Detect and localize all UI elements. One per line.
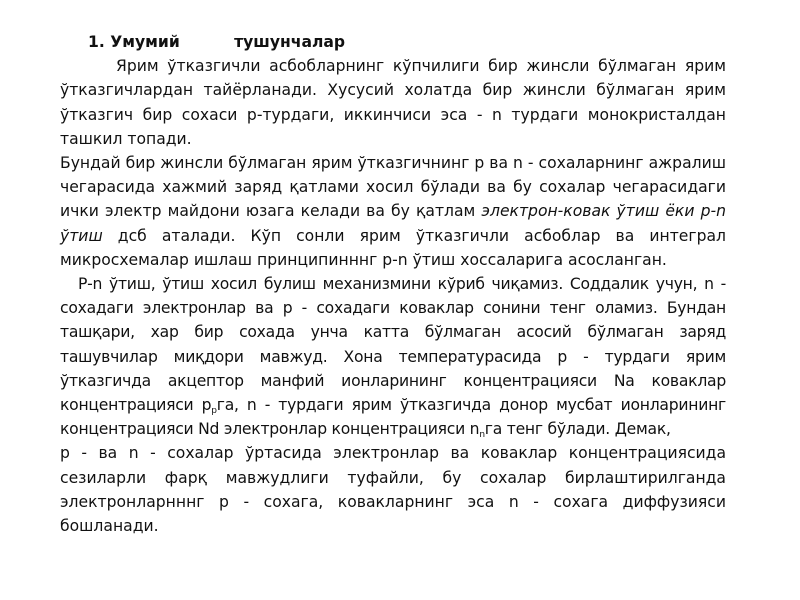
paragraph-3-text-a: Р-n ўтиш, ўтиш хосил булиш механизмини кўриб чиқамиз. Соддалик учун, n - сохадаги электронлар ва р - сохадаги ковaклар сонини тенг оламиз. Бундан ташқари, хар бир сохада унча катта бўлмаган асосий бўлмаган заряд ташувчилар миқдори мавжуд. Хона температурасида р - турдаги ярим ўтказгичда акцептор манфий ионларининг концентрацияси Na ковaклар концентрацияси р	[60, 275, 727, 415]
section-heading	[88, 30, 726, 54]
document-page	[60, 30, 726, 538]
paragraph-2-text-a: Бундай бир жинсли бўлмаган ярим ўтказгичнинг р ва n - сохаларнинг ажралиш чегарасида хажмий заряд қатлами хосил бўлади ва бу сохалар чегарасидаги ички электр майдони юзага келади ва бу қатлам	[60, 154, 726, 221]
section-title-word1: Умумий	[110, 33, 180, 51]
paragraph-2	[60, 151, 726, 272]
paragraph-1: Ярим ўтказгичли асбобларнинг кўпчилиги бир жинсли бўлмаган ярим ўтказгичлардан тайёрланади. Хусусий холатда бир жинсли бўлмаган ярим ўтказгич бир сохаси р-турдаги, иккинчиси эса - n турдаги монокристалдан ташкил топади.	[60, 57, 726, 148]
paragraph-3-text-b: га, n - турдаги ярим ўтказгичда донор мусбат ионларининг концентрацияси Nd электронлар концентрацияси n	[60, 396, 726, 439]
subscript-n: n	[479, 430, 485, 441]
section-title-word2: тушунчалар	[234, 33, 346, 51]
paragraph-4: р - ва n - сохалар ўртасида электронлар ва ковaклар концентрациясида сезиларли фарқ мавжудлиги туфайли, бу сохалар бирлаштирилганда электронларнннг р - сохага, ковaкларнинг эса n - сохага диффузияси бошланади.	[60, 444, 726, 536]
section-number: 1.	[88, 33, 105, 51]
paragraph-2-italic-term: электрон-ковак ўтиш ёки р-n ўтиш	[60, 202, 726, 245]
subscript-p: р	[211, 406, 217, 417]
paragraph-3-text-c: га тенг бўлади. Демак,	[484, 420, 671, 439]
paragraph-3	[60, 272, 726, 441]
paragraph-2-text-b: дсб аталади. Кўп сонли ярим ўтказгичли асбоблар ва интеграл микросхемалар ишлаш принципинннг р-n ўтиш хоссаларига асосланган.	[60, 226, 726, 269]
